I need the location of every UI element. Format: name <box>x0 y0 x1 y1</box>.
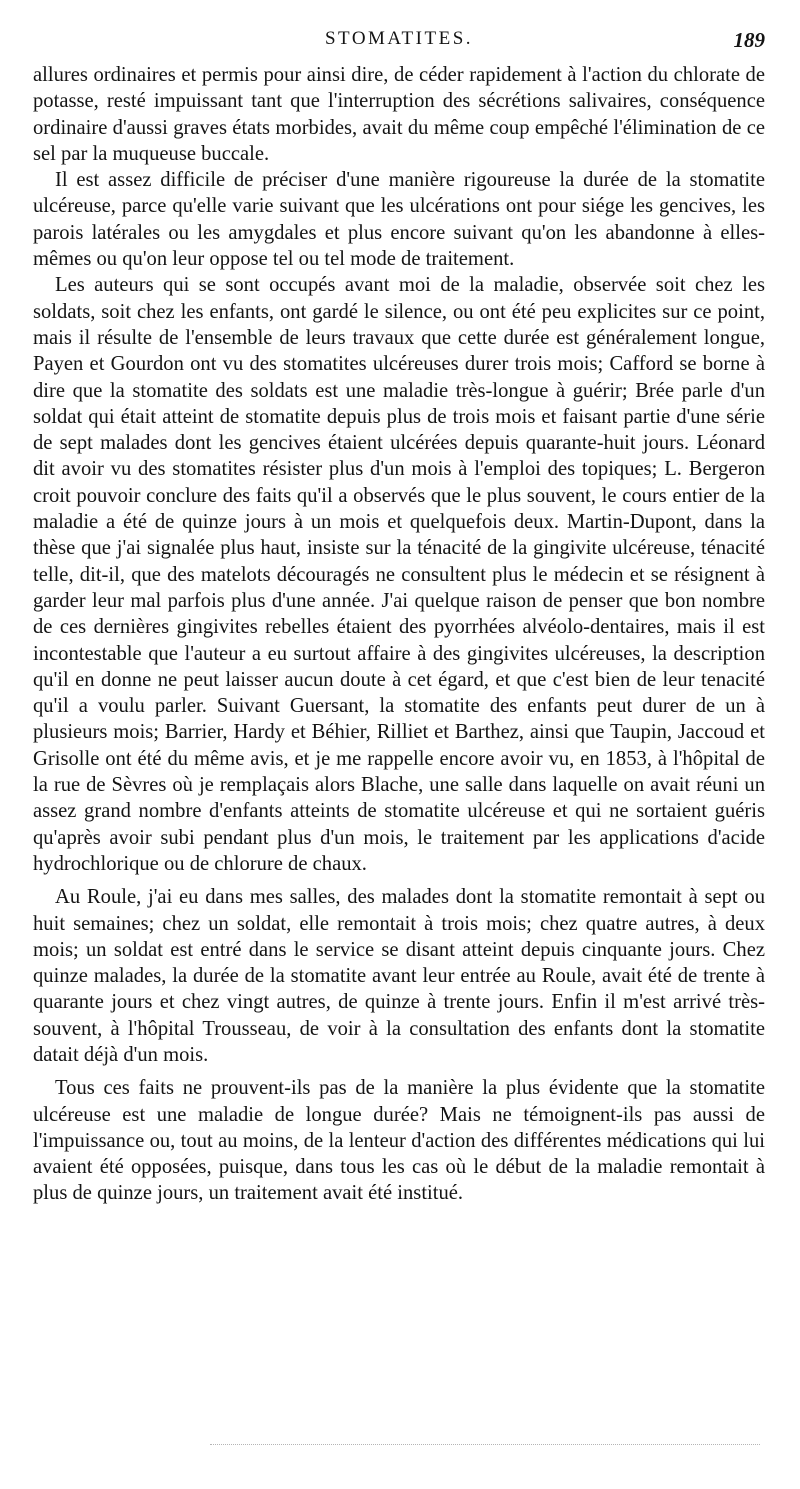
paragraph-conclusion: Tous ces faits ne prouvent-ils pas de la manière la plus évidente que la stomatite ulcéreuse est une maladie de longue durée? Mais ne témoignent-ils pas aussi de l'impuissance ou, tout au moins, de la lenteur d'action des différentes médications qui lui avaient été opposées, puisque, dans tous les cas où le début de la maladie remontait à plus de quinze jours, un traitement avait été institué. <box>33 1077 765 1205</box>
paragraph-auteurs: Les auteurs qui se sont occupés avant moi de la maladie, observée soit chez les soldats, soit chez les enfants, ont gardé le silence, ou ont été peu explicites sur ce point, mais il résulte de l'ensemble de leurs travaux que cette durée est généralement longue, Payen et Gourdon ont vu des stomatites ulcéreuses durer trois mois; Cafford se borne à dire que la stomatite des soldats est une maladie très-longue à guérir; Brée parle d'un soldat qui était atteint de stomatite depuis plus de trois mois et faisant partie d'une série de sept malades dont les gencives étaient ulcérées depuis quarante-huit jours. Léonard dit avoir vu des stomatites résister plus d'un mois à l'emploi des topiques; L. Bergeron croit pouvoir conclure des faits qu'il a observés que le plus souvent, le cours entier de la maladie a été de quinze jours à un mois et quelquefois deux. Martin-Dupont, dans la thèse que j'ai signalée plus haut, insiste sur la ténacité de la gingivite ulcéreuse, ténacité telle, dit-il, que des matelots découragés ne consultent plus le médecin et se résignent à garder leur mal parfois plus d'une année. J'ai quelque raison de penser que bon nombre de ces dernières gingivites rebelles étaient des pyorrhées alvéolo-dentaires, mais il est incontestable que l'auteur a eu surtout affaire à des gingivites ulcéreuses, la description qu'il en donne ne peut laisser aucun doute à cet égard, et que c'est bien de leur tenacité qu'il a voulu parler. Suivant Guersant, la stomatite des enfants peut durer de un à plusieurs mois; Barrier, Hardy et Béhier, Rilliet et Barthez, ainsi que Taupin, Jaccoud et Grisolle ont été du même avis, et je me rappelle encore avoir vu, en 1853, à l'hôpital de la rue de Sèvres où je remplaçais alors Blache, une salle dans laquelle on avait réuni un assez grand nombre d'enfants atteints de stomatite ulcéreuse et qui ne sortaient guéris qu'après avoir subi pendant plus d'un mois, le traitement par les applications d'acide hydrochlorique ou de chlorure de chaux. <box>33 274 765 875</box>
paragraph-duree: Il est assez difficile de préciser d'une manière rigoureuse la durée de la stomatite ulcéreuse, parce qu'elle varie suivant que les ulcérations ont pour siége les gencives, les parois latérales ou les amygdales et plus encore suivant qu'on les abandonne à elles-mêmes ou qu'on leur oppose tel ou tel mode de traitement. <box>33 169 765 271</box>
bottom-scan-marks <box>210 1440 760 1445</box>
running-head <box>33 28 765 54</box>
paragraph-continuation: allures ordinaires et permis pour ainsi dire, de céder rapidement à l'action du chlorate de potasse, resté impuissant tant que l'interruption des sécrétions salivaires, conséquence ordinaire d'aussi graves états morbides, avait du même coup empêché l'élimination de ce sel par la muqueuse buccale. <box>33 64 765 165</box>
page-number: 189 <box>733 28 765 52</box>
running-title: STOMATITES. <box>324 28 474 49</box>
paragraph-roule: Au Roule, j'ai eu dans mes salles, des malades dont la stomatite remontait à sept ou huit semaines; chez un soldat, elle remontait à trois mois; chez quatre autres, à deux mois; un soldat est entré dans le service se disant atteint depuis cinquante jours. Chez quinze malades, la durée de la stomatite avant leur entrée au Roule, avait été de trente à quarante jours et chez vingt autres, de quinze à trente jours. Enfin il m'est arrivé très-souvent, à l'hôpital Trousseau, de voir à la consultation des enfants dont la stomatite datait déjà d'un mois. <box>33 886 765 1066</box>
body-text <box>33 62 765 1207</box>
